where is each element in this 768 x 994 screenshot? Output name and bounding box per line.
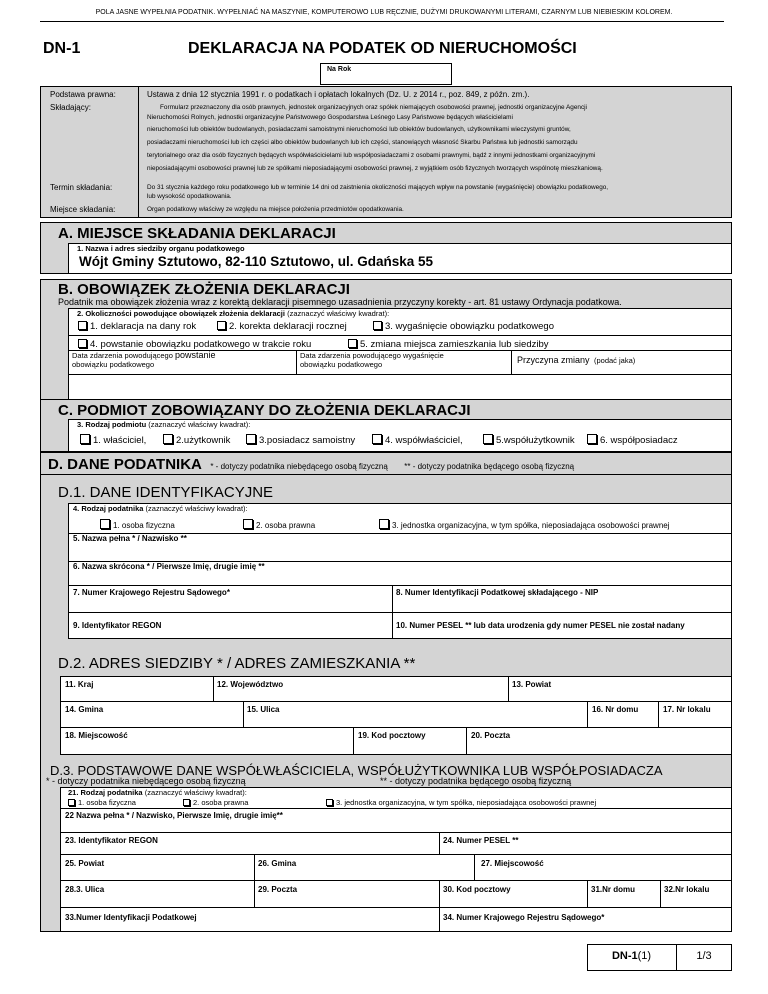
form-title: DEKLARACJA NA PODATEK OD NIERUCHOMOŚCI <box>188 40 577 57</box>
top-note: POLA JASNE WYPEŁNIA PODATNIK. WYPEŁNIAĆ NA MASZYNIE, KOMPUTEROWO LUB RĘCZNIE, DUŻYMI DRUKOWANYMI LITERAMI, CZARNYM LUB NIEBIESKIM KOLOREM. <box>95 9 673 16</box>
organ-field[interactable] <box>68 243 732 274</box>
organ-value: Wójt Gminy Sztutowo, 82-110 Sztutowo, ul. Gdańska 55 <box>79 254 434 269</box>
field2-label: 2. Okoliczności powodujące obowiązek złożenia deklaracji <box>77 309 285 318</box>
divider <box>587 701 588 727</box>
subject-option[interactable] <box>163 434 230 446</box>
divider <box>60 854 732 855</box>
pesel-field[interactable]: 10. Numer PESEL ** lub data urodzenia gdy numer PESEL nie został nadany <box>396 621 685 630</box>
checkbox-icon[interactable] <box>100 519 110 529</box>
option-label: 3. jednostka organizacyjna, w tym spółka, nieposiadająca osobowości prawnej <box>336 798 597 807</box>
date-end-label: Data zdarzenia powodującego wygaśnięcie <box>300 351 444 360</box>
organ-label: 1. Nazwa i adres siedziby organu podatkowego <box>77 244 245 253</box>
year-label: Na Rok <box>327 66 352 73</box>
place-text: Organ podatkowy właściwy ze względu na miejsce położenia przedmiotów opodatkowania. <box>147 206 404 213</box>
filer-line: nieposiadającymi osobowości prawnej lub ze spółkami nieposiadającymi osobowości prawnej, z wyjątkiem osób fizycznych tworzących wspólnotę mieszkaniową. <box>147 165 603 172</box>
option-label: 3. wygaśnięcie obowiązku podatkowego <box>385 321 554 332</box>
co-owner-regon-field[interactable]: 23. Identyfikator REGON <box>65 836 158 845</box>
field21-heading <box>68 788 247 797</box>
divider <box>474 854 475 880</box>
d3-note: * - dotyczy podatnika niebędącego osobą fizyczną <box>46 776 246 786</box>
apartment-number-field[interactable]: 17. Nr lokalu <box>663 705 711 714</box>
year-field[interactable] <box>320 63 452 85</box>
checkbox-icon[interactable] <box>68 799 75 806</box>
d3-note: ** - dotyczy podatnika będącego osobą fizyczną <box>380 776 572 786</box>
subject-option[interactable] <box>372 434 463 446</box>
section-d-title: D. DANE PODATNIKA <box>48 456 202 473</box>
full-name-field[interactable]: 5. Nazwa pełna * / Nazwisko ** <box>73 534 187 543</box>
checkbox-icon[interactable] <box>243 519 253 529</box>
obligation-option[interactable] <box>78 321 196 332</box>
divider <box>68 612 732 613</box>
filer-line: Nieruchomości Rolnych, jednostki organizacyjne Państwowego Gospodarstwa Leśnego Lasy Państwowe będących właścicielami <box>147 114 513 121</box>
divider <box>60 701 732 702</box>
reason-label: Przyczyna zmiany <box>517 355 590 365</box>
option-label: 1. właściciel, <box>93 435 147 446</box>
reason-hint: (podać jaka) <box>593 356 636 365</box>
nip-field[interactable]: 8. Numer Identyfikacji Podatkowej składającego - NIP <box>396 588 599 597</box>
form-code: DN-1 <box>43 40 81 57</box>
co-owner-type-option[interactable] <box>326 798 596 807</box>
checkbox-icon[interactable] <box>217 321 226 330</box>
street-field[interactable]: 15. Ulica <box>247 705 280 714</box>
reason-field[interactable] <box>517 350 727 372</box>
section-d-note: * - dotyczy podatnika niebędącego osobą fizyczną <box>210 462 388 471</box>
field2-heading <box>77 309 389 318</box>
field3-heading <box>77 420 250 429</box>
divider <box>60 880 732 881</box>
field3-hint: (zaznaczyć właściwy kwadrat): <box>148 420 251 429</box>
option-label: 1. osoba fizyczna <box>113 521 175 530</box>
taxpayer-type-option[interactable] <box>100 519 175 530</box>
section-b-subtitle: Podatnik ma obowiązek złożenia wraz z korektą deklaracji pisemnego uzasadnienia przyczyny korekty - art. 81 ustawy Ordynacja podatkowa. <box>58 297 622 307</box>
checkbox-icon[interactable] <box>78 321 87 330</box>
checkbox-icon[interactable] <box>373 321 382 330</box>
checkbox-icon[interactable] <box>372 434 382 444</box>
co-owner-name-field[interactable]: 22 Nazwa pełna * / Nazwisko, Pierwsze Imię, drugie imię** <box>65 811 283 820</box>
d3-title: D.3. PODSTAWOWE DANE WSPÓŁWŁAŚCICIELA, WSPÓŁUŻYTKOWNIKA LUB WSPÓŁPOSIADACZA <box>50 763 663 778</box>
divider <box>439 832 440 854</box>
date-end-label-2: obowiązku podatkowego <box>300 360 383 369</box>
divider <box>68 585 732 586</box>
divider <box>213 676 214 701</box>
deadline-line: Do 31 stycznia każdego roku podatkowego lub w terminie 14 dni od zaistnienia okoliczności mających wpływ na powstanie (wygaśnięcie) obowiązku podatkowego, <box>147 184 609 191</box>
taxpayer-type-option[interactable] <box>379 519 670 530</box>
co-owner-krs-field[interactable]: 34. Numer Krajowego Rejestru Sądowego* <box>443 913 605 922</box>
field4-hint: (zaznaczyć właściwy kwadrat): <box>145 504 248 513</box>
footer-version: (1) <box>637 950 652 962</box>
info-divider <box>138 86 139 218</box>
option-label: 1. deklaracja na dany rok <box>90 321 197 332</box>
filer-line: posiadaczami nieruchomości lub ich części albo obiektów budowlanych lub ich części, stanowiących własność Skarbu Państwa lub jednostki samorządu <box>147 139 578 146</box>
co-owner-municipality-field[interactable]: 26. Gmina <box>258 859 297 868</box>
option-label: 5. zmiana miejsca zamieszkania lub siedziby <box>360 339 549 350</box>
checkbox-icon[interactable] <box>246 434 256 444</box>
option-label: 2. korekta deklaracji rocznej <box>229 321 347 332</box>
divider <box>660 880 661 907</box>
city-field[interactable]: 18. Miejscowość <box>65 731 128 740</box>
krs-field[interactable]: 7. Numer Krajowego Rejestru Sądowego* <box>73 588 230 597</box>
divider <box>60 727 732 728</box>
subject-option[interactable] <box>246 434 355 446</box>
option-label: 4. powstanie obowiązku podatkowego w trakcie roku <box>90 339 312 350</box>
section-d-header <box>48 456 574 474</box>
section-b-title: B. OBOWIĄZEK ZŁOŻENIA DEKLARACJI <box>58 281 350 298</box>
post-office-field[interactable]: 20. Poczta <box>471 731 511 740</box>
option-label: 2.użytkownik <box>176 435 231 446</box>
option-label: 2. osoba prawna <box>193 798 249 807</box>
obligation-option[interactable] <box>348 339 549 350</box>
co-owner-pesel-field[interactable]: 24. Numer PESEL ** <box>443 836 519 845</box>
co-owner-house-number-field[interactable]: 31.Nr domu <box>591 885 636 894</box>
co-owner-type-option[interactable] <box>68 798 136 807</box>
d2-title: D.2. ADRES SIEDZIBY * / ADRES ZAMIESZKANIA ** <box>58 655 416 672</box>
divider <box>658 701 659 727</box>
basis-label: Podstawa prawna: <box>50 90 116 99</box>
divider <box>254 880 255 907</box>
co-owner-postal-code-field[interactable]: 30. Kod pocztowy <box>443 885 511 894</box>
postal-code-field[interactable]: 19. Kod pocztowy <box>358 731 426 740</box>
divider <box>254 854 255 880</box>
checkbox-icon[interactable] <box>78 339 87 348</box>
divider <box>511 350 512 374</box>
divider <box>68 335 732 336</box>
co-owner-nip-field[interactable]: 33.Numer Identyfikacji Podatkowej <box>65 913 197 922</box>
option-label: 2. osoba prawna <box>256 521 316 530</box>
date-end-field[interactable] <box>300 351 505 373</box>
option-label: 5.współużytkownik <box>496 435 575 446</box>
page-number: 1/3 <box>696 950 712 962</box>
subject-option[interactable] <box>587 434 678 446</box>
house-number-field[interactable]: 16. Nr domu <box>592 705 639 714</box>
footer-code: DN-1 <box>611 950 638 962</box>
divider <box>353 727 354 755</box>
divider <box>466 727 467 755</box>
taxpayer-type-option[interactable] <box>243 519 315 530</box>
checkbox-icon[interactable] <box>587 434 597 444</box>
divider <box>60 832 732 833</box>
obligation-option[interactable] <box>217 321 347 332</box>
filer-line: Formularz przeznaczony dla osób prawnych, jednostek organizacyjnych oraz spółek niemających osobowości prawnej, jednostki organizacyjne Agencji <box>160 104 587 111</box>
field21-label: 21. Rodzaj podatnika <box>68 788 143 797</box>
divider <box>60 808 732 809</box>
basis-text: Ustawa z dnia 12 stycznia 1991 r. o podatkach i opłatach lokalnych (Dz. U. z 2014 r., poz. 849, z późn. zm.). <box>147 90 530 99</box>
date-start-field[interactable] <box>72 351 292 373</box>
section-a-title: A. MIEJSCE SKŁADANIA DEKLARACJI <box>58 225 336 242</box>
co-owner-type-option[interactable] <box>183 798 248 807</box>
divider <box>296 350 297 374</box>
option-label: 1. osoba fizyczna <box>78 798 136 807</box>
divider <box>40 474 732 475</box>
short-name-field[interactable]: 6. Nazwa skrócona * / Pierwsze Imię, drugie imię ** <box>73 562 265 571</box>
checkbox-icon[interactable] <box>80 434 90 444</box>
obligation-option[interactable] <box>78 339 311 350</box>
divider <box>439 880 440 907</box>
regon-field[interactable]: 9. Identyfikator REGON <box>73 621 162 630</box>
co-owner-county-field[interactable]: 25. Powiat <box>65 859 105 868</box>
deadline-label: Termin składania: <box>50 183 113 192</box>
co-owner-city-field[interactable]: 27. Miejscowość <box>481 859 544 868</box>
place-label: Miejsce składania: <box>50 205 116 214</box>
d1-title: D.1. DANE IDENTYFIKACYJNE <box>58 484 274 501</box>
filer-line: nieruchomości lub obiektów budowlanych, posiadaczami samoistnymi nieruchomości lub obiektów budowlanych, użytkownikami wieczystymi gruntów, <box>147 126 571 133</box>
field21-hint: (zaznaczyć właściwy kwadrat): <box>144 788 247 797</box>
divider <box>68 374 732 375</box>
field4-label: 4. Rodzaj podatnika <box>73 504 144 513</box>
municipality-field[interactable]: 14. Gmina <box>65 705 104 714</box>
divider <box>587 880 588 907</box>
checkbox-icon[interactable] <box>183 799 190 806</box>
option-label: 3. jednostka organizacyjna, w tym spółka, nieposiadająca osobowości prawnej <box>392 521 670 530</box>
option-label: 6. współposiadacz <box>600 435 678 446</box>
section-c-title: C. PODMIOT ZOBOWIĄZANY DO ZŁOŻENIA DEKLARACJI <box>58 402 471 419</box>
country-field[interactable]: 11. Kraj <box>65 680 94 689</box>
co-owner-apartment-number-field[interactable]: 32.Nr lokalu <box>664 885 710 894</box>
option-label: 4. współwłaściciel, <box>385 435 463 446</box>
divider <box>60 907 732 908</box>
footer-form-code <box>587 950 676 962</box>
divider <box>243 701 244 727</box>
filer-line: terytorialnego oraz dla osób fizycznych będących współwłaścicielami lub współposiadaczami z osobami prawnymi, bądź z innymi jednostkami organizacyjnymi <box>147 152 596 159</box>
field4-heading <box>73 504 248 513</box>
co-owner-post-office-field[interactable]: 29. Poczta <box>258 885 298 894</box>
section-d-note: ** - dotyczy podatnika będącego osobą fizyczną <box>404 462 575 471</box>
subject-option[interactable] <box>483 434 575 446</box>
co-owner-street-field[interactable]: 28.3. Ulica <box>65 885 105 894</box>
checkbox-icon[interactable] <box>348 339 357 348</box>
field3-label: 3. Rodzaj podmiotu <box>77 420 147 429</box>
filer-label: Składający: <box>50 103 91 112</box>
checkbox-icon[interactable] <box>163 434 173 444</box>
deadline-line: lub wysokość opodatkowania. <box>147 193 232 200</box>
top-divider <box>40 21 724 22</box>
checkbox-icon[interactable] <box>483 434 493 444</box>
voivodeship-field[interactable]: 12. Województwo <box>217 680 284 689</box>
obligation-option[interactable] <box>373 321 554 332</box>
option-label: 3.posiadacz samoistny <box>259 435 356 446</box>
divider <box>508 676 509 701</box>
subject-option[interactable] <box>80 434 146 446</box>
field2-hint: (zaznaczyć właściwy kwadrat): <box>287 309 390 318</box>
date-start-label-2: obowiązku podatkowego <box>72 360 155 369</box>
checkbox-icon[interactable] <box>379 519 389 529</box>
checkbox-icon[interactable] <box>326 799 333 806</box>
county-field[interactable]: 13. Powiat <box>512 680 552 689</box>
divider <box>439 907 440 932</box>
date-start-label: Data zdarzenia powodującego powstanie <box>72 350 216 360</box>
